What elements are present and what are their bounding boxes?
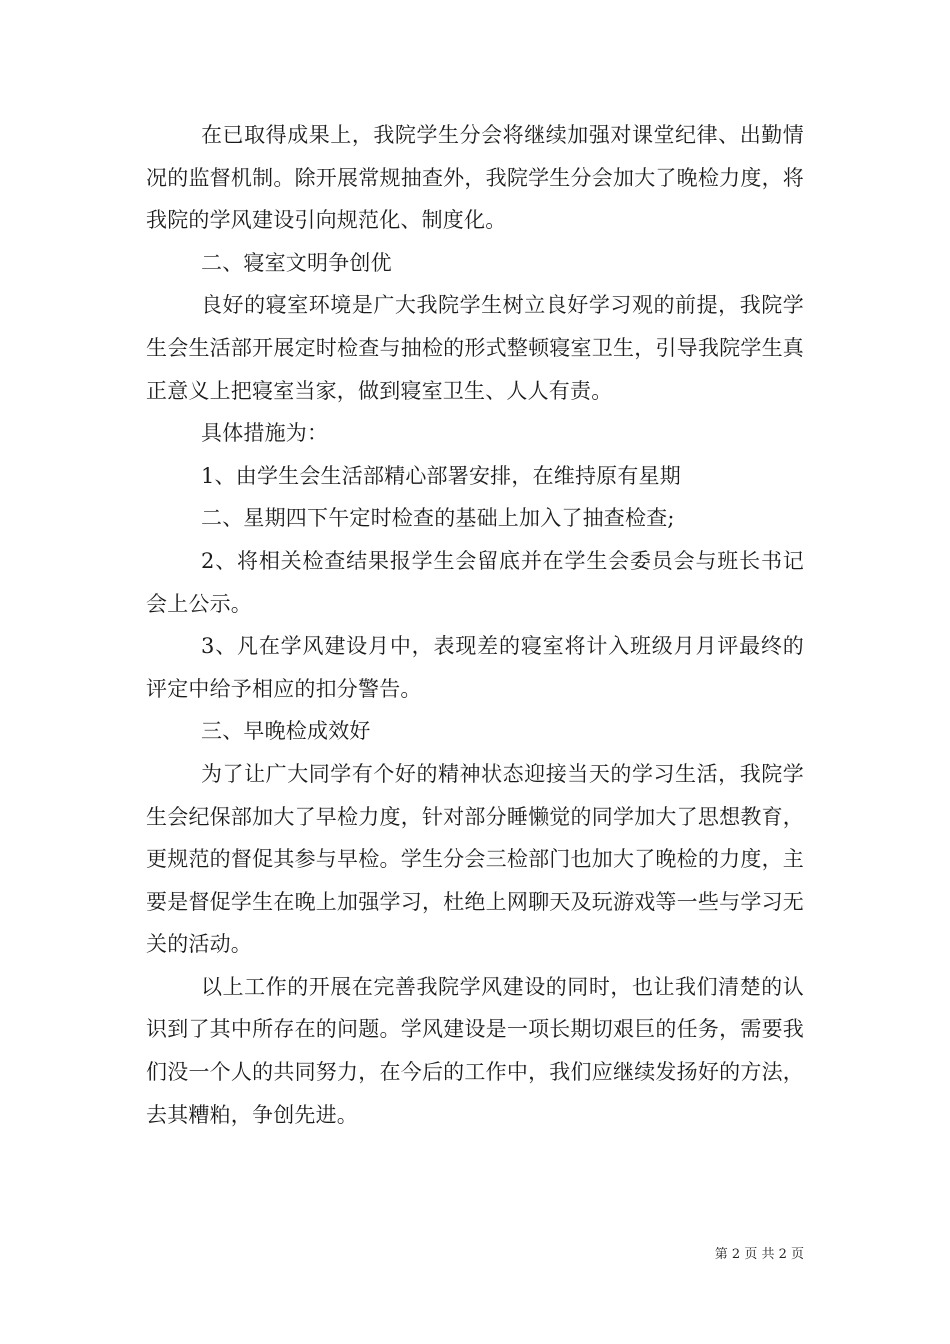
section-heading-morning-evening-check: 三、早晚检成效好 [201,719,371,744]
document-body [146,114,804,1136]
measure-item-1: 1、由学生会生活部精心部署安排，在维持原有星期 [201,463,681,488]
paragraph-4: 以上工作的开展在完善我院学风建设的同时，也让我们清楚的认识到了其中所存在的问题。学风建设是一项长期切艰巨的任务，需要我们没一个人的共同努力，在今后的工作中，我们应继续发扬好的方法，去其糟粕，争创先进。 [146,974,804,1127]
measure-item-2: 2、将相关检查结果报学生会留底并在学生会委员会与班长书记会上公示。 [146,548,804,616]
section-heading-dormitory: 二、寝室文明争创优 [201,250,392,275]
measure-item-1-continued: 二、星期四下午定时检查的基础上加入了抽查检查; [201,506,675,531]
paragraph-3: 为了让广大同学有个好的精神状态迎接当天的学习生活，我院学生会纪保部加大了早检力度，针对部分睡懒觉的同学加大了思想教育，更规范的督促其参与早检。学生分会三检部门也加大了晚检的力度，主要是督促学生在晚上加强学习，杜绝上网聊天及玩游戏等一些与学习无关的活动。 [146,761,804,957]
measures-intro: 具体措施为： [201,421,329,446]
paragraph-1: 在已取得成果上，我院学生分会将继续加强对课堂纪律、出勤情况的监督机制。除开展常规抽查外，我院学生分会加大了晚检力度，将我院的学风建设引向规范化、制度化。 [146,123,804,233]
paragraph-2: 良好的寝室环境是广大我院学生树立良好学习观的前提，我院学生会生活部开展定时检查与抽检的形式整顿寝室卫生，引导我院学生真正意义上把寝室当家，做到寝室卫生、人人有责。 [146,293,804,403]
measure-item-3: 3、凡在学风建设月中，表现差的寝室将计入班级月月评最终的评定中给予相应的扣分警告。 [146,634,804,701]
page-number-footer: 第 2 页 共 2 页 [714,1247,804,1262]
